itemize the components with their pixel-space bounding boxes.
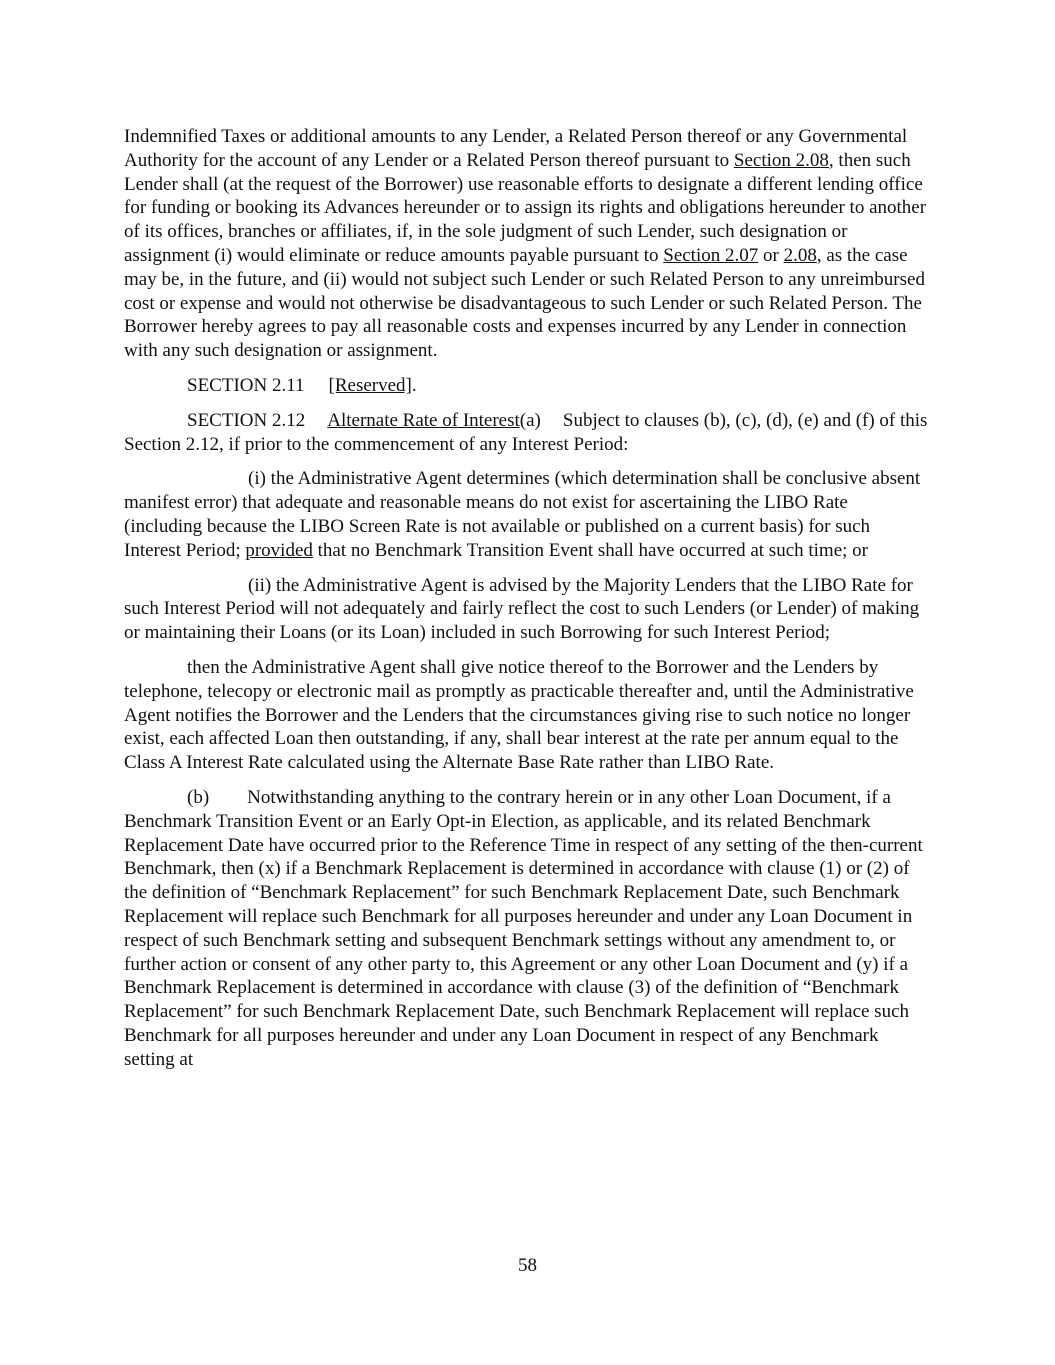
section-2-07-reference: Section 2.07: [663, 244, 759, 266]
clause-b-paragraph: (b) Notwithstanding anything to the contrary herein or in any other Loan Document, if a Benchmark Transition Event or an Early Opt-in Election, as applicable, and its related Benchmark Replacement Date have occurred prior to the Reference Time in respect of any setting of the then-current Benchmark, then (x) if a Benchmark Replacement is determined in accordance with clause (1) or (2) of the definition of “Benchmark Replacement” for such Benchmark Replacement Date, such Benchmark Replacement will replace such Benchmark for all purposes hereunder and under any Loan Document in respect of such Benchmark setting and subsequent Benchmark settings without any amendment to, or further action or consent of any other party to, this Agreement or any other Loan Document and (y) if a Benchmark Replacement is determined in accordance with clause (3) of the definition of “Benchmark Replacement” for such Benchmark Replacement Date, such Benchmark Replacement will replace such Benchmark for all purposes hereunder and under any Loan Document in respect of any Benchmark setting at: [124, 786, 923, 1070]
section-title: [Reserved]: [328, 374, 412, 396]
page-number: 58: [518, 1255, 537, 1276]
section-number: SECTION 2.11: [187, 374, 305, 396]
clause-ii-paragraph: (ii) the Administrative Agent is advised by the Majority Lenders that the LIBO Rate for such Interest Period will not adequately and fairly reflect the cost to such Lenders (or Lender) of making or maintaining their Loans (or its Loan) included in such Borrowing for such Interest Period;: [124, 574, 920, 644]
section-number: SECTION 2.12: [187, 409, 306, 431]
section-2-08-short-reference: 2.08: [783, 244, 817, 266]
then-paragraph: then the Administrative Agent shall give notice thereof to the Borrower and the Lenders by telephone, telecopy or electronic mail as promptly as practicable thereafter and, until the Administrative Agent notifies the Borrower and the Lenders that the circumstances giving rise to such notice no longer exist, each affected Loan then outstanding, if any, shall bear interest at the rate per annum equal to the Class A Interest Rate calculated using the Alternate Base Rate rather than LIBO Rate.: [124, 656, 914, 774]
section-2-11-heading: SECTION 2.11 [Reserved].: [187, 374, 417, 396]
clause-label: (a): [519, 409, 541, 431]
clause-label: (b): [187, 786, 210, 808]
section-title: Alternate Rate of Interest: [327, 409, 520, 431]
clause-i-paragraph: (i) the Administrative Agent determines (which determination shall be conclusive absent manifest error) that adequate and reasonable means do not exist for ascertaining the LIBO Rate (including because the LIBO Screen Rate is not available or published on a current basis) for such Interest Period; provided that no Benchmark Transition Event shall have occurred at such time; or: [124, 468, 921, 561]
continuation-paragraph: Indemnified Taxes or additional amounts to any Lender, a Related Person thereof or any Governmental Authority for the account of any Lender or a Related Person thereof pursuant to Section 2.08, then such Lender shall (at the request of the Borrower) use reasonable efforts to designate a different lending office for funding or booking its Advances hereunder or to assign its rights and obligations hereunder to another of its offices, branches or affiliates, if, in the sole judgment of such Lender, such designation or assignment (i) would eliminate or reduce amounts payable pursuant to Section 2.07 or 2.08, as the case may be, in the future, and (ii) would not subject such Lender or such Related Person to any unreimbursed cost or expense and would not otherwise be disadvantageous to such Lender or such Related Person. The Borrower hereby agrees to pay all reasonable costs and expenses incurred by any Lender in connection with any such designation or assignment.: [124, 126, 927, 362]
provided-term: provided: [245, 539, 313, 561]
section-2-08-reference: Section 2.08: [733, 149, 829, 171]
document-page: [124, 125, 930, 1071]
section-2-12-paragraph: SECTION 2.12 Alternate Rate of Interest(a) Subject to clauses (b), (c), (d), (e) and (f) of this Section 2.12, if prior to the commencement of any Interest Period:: [124, 409, 928, 455]
